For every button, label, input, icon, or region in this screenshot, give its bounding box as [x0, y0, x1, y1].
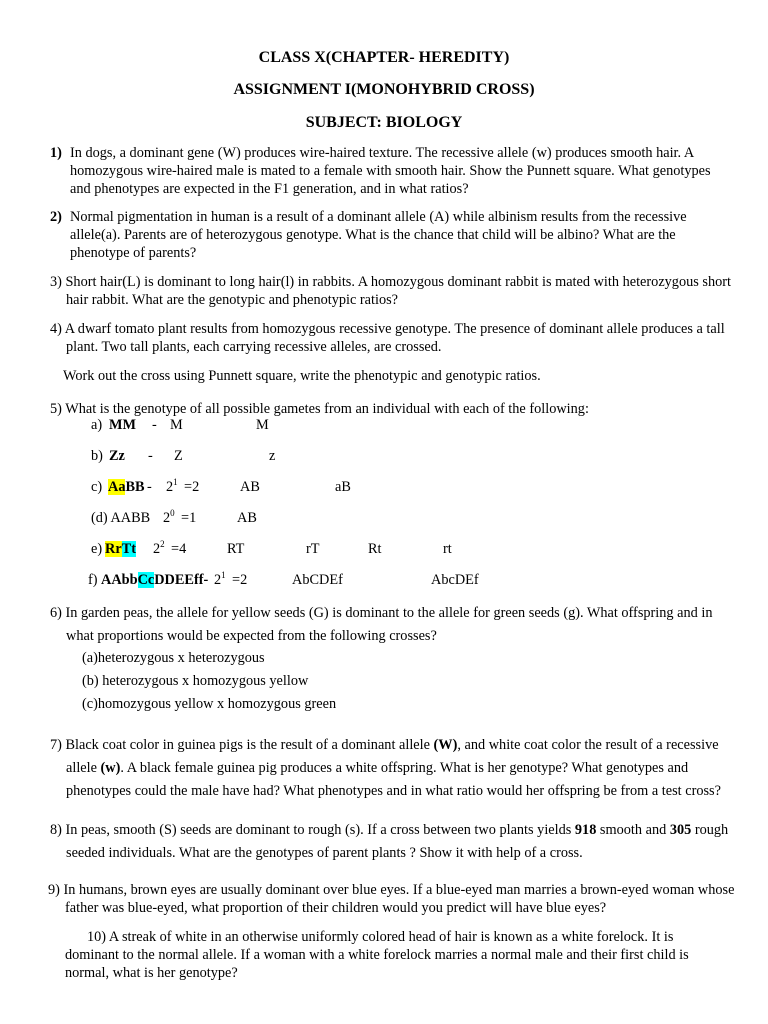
- gamete: AbCDEf: [292, 572, 343, 588]
- option-label: e): [91, 541, 103, 557]
- question-10: 10) A streak of white in an otherwise uniformly colored head of hair is known as a white forelock. It is dominant to the normal allele. If a woman with a white forelock marries a normal male and their first child is normal, what is her genotype?: [65, 929, 689, 981]
- gamete-count: $2^1$: [214, 570, 226, 588]
- genotype: MM: [109, 417, 136, 433]
- question-4-work: Work out the cross using Punnett square, write the phenotypic and genotypic ratios.: [63, 368, 541, 384]
- genotype: [105, 540, 136, 558]
- genotype: AAbbCcDDEEff-: [101, 572, 209, 588]
- gamete: rT: [306, 541, 320, 557]
- genotype: AaBB: [108, 479, 145, 495]
- dash: -: [147, 479, 152, 495]
- question-6: 6) In garden peas, the allele for yellow seeds (G) is dominant to the allele for green seeds (g). What offspring and in what proportions would be expected from the following crosses?: [50, 605, 713, 644]
- gamete: AB: [237, 510, 257, 526]
- gamete-count: $2^0$: [163, 508, 175, 526]
- gamete: z: [269, 448, 276, 464]
- question-text: Normal pigmentation in human is a result of a dominant allele (A) while albinism results from the recessive allele(a). Parents are of heterozygous genotype. What is the chance that child will be albino? What are the phenotype of parents?: [70, 209, 687, 261]
- page-title: CLASS X(CHAPTER- HEREDITY): [258, 49, 510, 66]
- assignment-title: ASSIGNMENT I(MONOHYBRID CROSS): [233, 81, 535, 98]
- highlighted-allele: Aa: [108, 479, 126, 495]
- gamete: AbcDEf: [431, 572, 479, 588]
- question-1: [50, 144, 730, 198]
- question-number: 2): [50, 209, 62, 225]
- highlighted-allele: Tt: [121, 541, 136, 557]
- gamete: AB: [240, 479, 260, 495]
- cross-a: (a)heterozygous x heterozygous: [82, 650, 265, 666]
- option-label: a): [91, 417, 103, 433]
- question-number: 1): [50, 145, 62, 161]
- option-label: c): [91, 479, 103, 495]
- gamete-count: $2^1$: [166, 477, 178, 495]
- question-text: In dogs, a dominant gene (W) produces wire-haired texture. The recessive allele (w) produces smooth hair. A homozygous wire-haired male is mated to a female with smooth hair. Show the Punnett square. What genotypes and phenotypes are expected in the F1 generation, and in what ratios?: [70, 145, 711, 197]
- question-9: 9) In humans, brown eyes are usually dominant over blue eyes. If a blue-eyed man marries a brown-eyed woman whose father was blue-eyed, what proportion of their children would you predict will have blue eyes?: [48, 882, 735, 916]
- gamete: aB: [335, 479, 351, 495]
- gamete: M: [170, 417, 183, 433]
- highlighted-allele: Cc: [137, 572, 155, 588]
- subject-title: SUBJECT: BIOLOGY: [305, 114, 463, 131]
- cross-c: (c)homozygous yellow x homozygous green: [82, 696, 337, 712]
- dash: -: [148, 448, 153, 464]
- gamete-count-result: =1: [181, 510, 197, 526]
- gamete-count-result: =4: [171, 541, 187, 557]
- gamete: Z: [174, 448, 183, 464]
- dash: -: [152, 417, 157, 433]
- gamete: Rt: [368, 541, 382, 557]
- gamete: rt: [443, 541, 452, 557]
- question-3: 3) Short hair(L) is dominant to long hair(l) in rabbits. A homozygous dominant rabbit is mated with heterozygous short hair rabbit. What are the genotypic and phenotypic ratios?: [50, 274, 731, 308]
- cross-b: (b) heterozygous x homozygous yellow: [82, 673, 309, 689]
- genotype: Zz: [109, 448, 125, 464]
- option-label: (d) AABB: [91, 510, 151, 526]
- option-label: b): [91, 448, 103, 464]
- question-8: 8) In peas, smooth (S) seeds are dominant to rough (s). If a cross between two plants yields 918 smooth and 305 rough seeded individuals. What are the genotypes of parent plants ? Show it with help of a cross.: [50, 822, 729, 861]
- gamete: RT: [227, 541, 245, 557]
- gamete-count-result: =2: [184, 479, 200, 495]
- question-4: 4) A dwarf tomato plant results from homozygous recessive genotype. The presence of dominant allele produces a tall plant. Two tall plants, each carrying recessive alleles, are crossed.: [50, 321, 725, 355]
- question-7: 7) Black coat color in guinea pigs is the result of a dominant allele (W), and white coat color the result of a recessive allele (w). A black female guinea pig produces a white offspring. What is her genotype? What genotypes and phenotypes could the male have had? What phenotypes and in what ratio would her offspring be from a test cross?: [50, 737, 721, 799]
- gamete: M: [256, 417, 269, 433]
- question-2: [50, 208, 730, 262]
- highlighted-allele: Rr: [105, 541, 122, 557]
- gamete-count: $2^2$: [153, 539, 165, 557]
- option-label: f): [88, 572, 98, 588]
- question-5: 5) What is the genotype of all possible gametes from an individual with each of the following:: [50, 401, 589, 417]
- gamete-count-result: =2: [232, 572, 248, 588]
